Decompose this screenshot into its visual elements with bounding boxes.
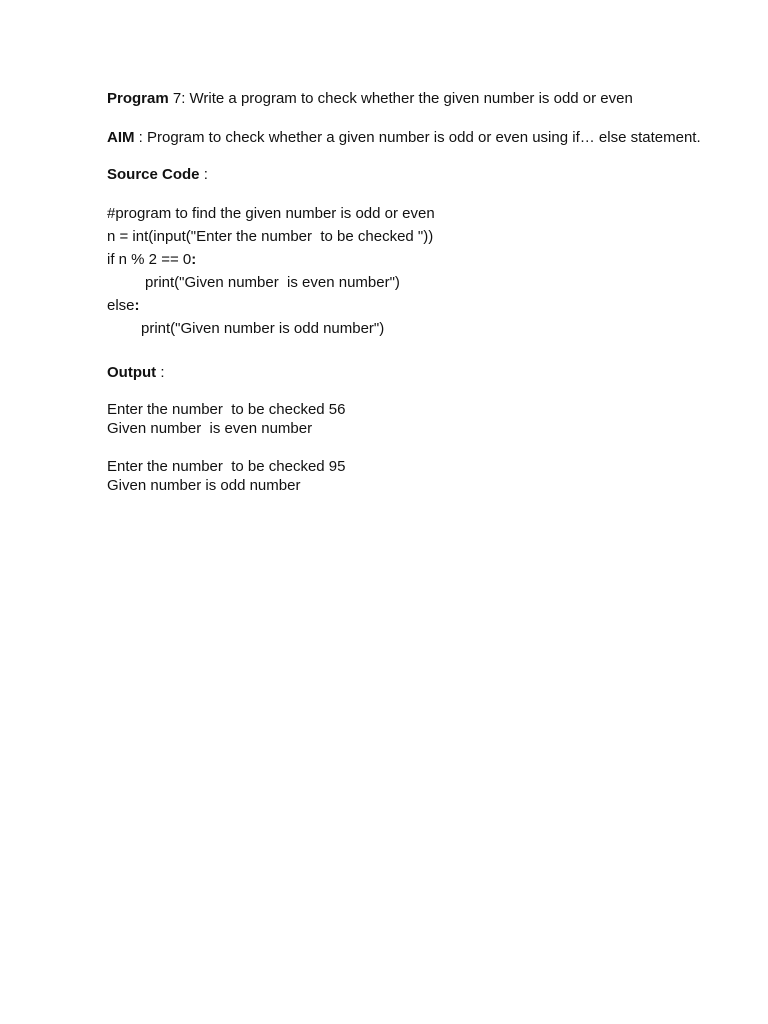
output-run-1-prompt: Enter the number to be checked 56 <box>107 401 346 418</box>
aim-text: : Program to check whether a given number is odd or even using if… else statement. <box>134 129 701 146</box>
program-label: Program <box>107 90 169 107</box>
code-line-5 <box>107 294 707 317</box>
code-line-1: #program to find the given number is odd or even <box>107 205 435 222</box>
output-suffix: : <box>156 364 165 381</box>
program-number: 7 <box>168 90 182 107</box>
code-line-5-colon: : <box>134 297 140 314</box>
source-code-heading <box>107 165 707 184</box>
code-line-3-text: if n % 2 == 0 <box>107 251 192 268</box>
code-line-4: print("Given number is even number") <box>145 274 400 291</box>
code-line-5-text: else <box>107 297 135 314</box>
output-run-2-result: Given number is odd number <box>107 477 301 494</box>
document-page <box>107 89 707 514</box>
source-code-block <box>107 202 707 340</box>
output-label: Output <box>107 364 157 381</box>
output-heading <box>107 363 707 382</box>
output-run-2-prompt: Enter the number to be checked 95 <box>107 458 346 475</box>
program-description: : Write a program to check whether the given number is odd or even <box>181 90 633 107</box>
source-code-label: Source Code <box>107 166 200 183</box>
code-line-2: n = int(input("Enter the number to be checked ")) <box>107 228 434 245</box>
code-line-3-colon: : <box>191 251 197 268</box>
aim-label: AIM <box>107 129 135 146</box>
output-run-2 <box>107 457 707 495</box>
code-line-3 <box>107 248 707 271</box>
aim-statement <box>107 128 707 147</box>
output-run-1-result: Given number is even number <box>107 420 313 437</box>
output-run-1 <box>107 400 707 438</box>
code-line-6: print("Given number is odd number") <box>141 320 385 337</box>
source-code-suffix: : <box>199 166 208 183</box>
program-title <box>107 89 707 108</box>
